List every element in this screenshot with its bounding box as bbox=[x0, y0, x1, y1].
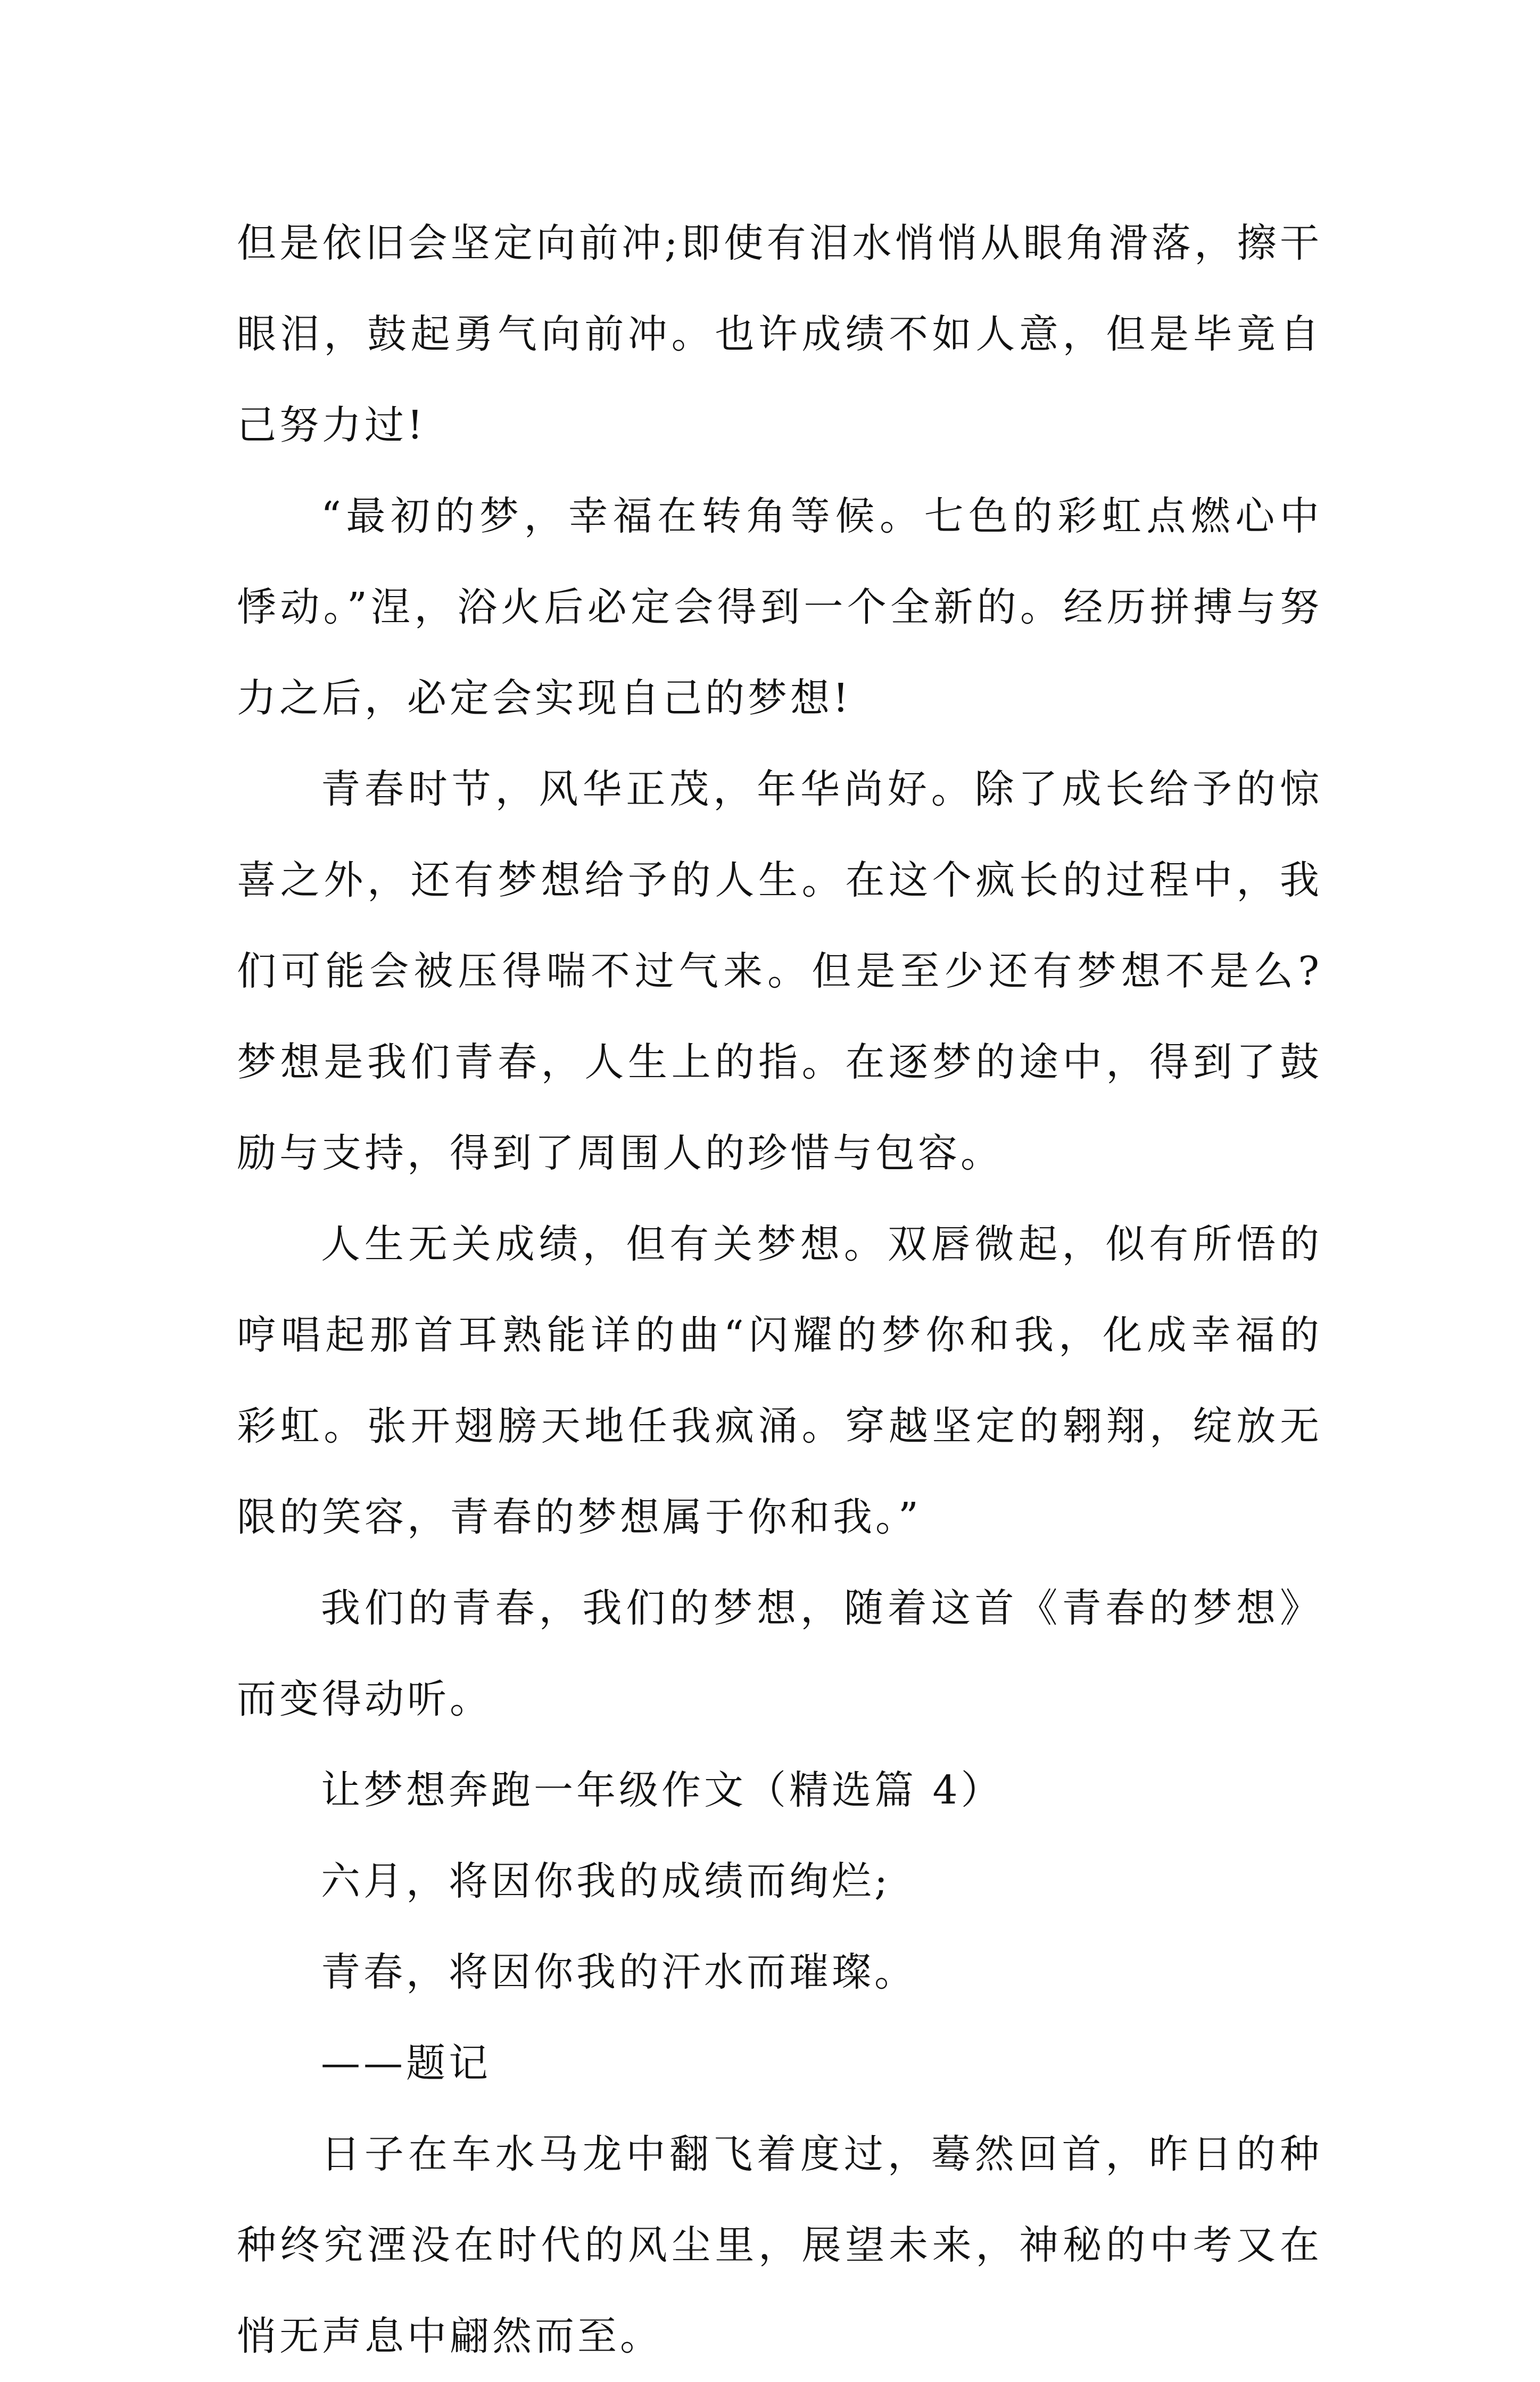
paragraph-conclusion: 我们的青春，我们的梦想，随着这首《青春的梦想》而变得动听。 bbox=[237, 1585, 1322, 1722]
document-body bbox=[237, 198, 1322, 2382]
paragraph-youth: 青春时节，风华正茂，年华尚好。除了成长给予的惊喜之外，还有梦想给予的人生。在这个疯长的过程中，我们可能会被压得喘不过气来。但是至少还有梦想不是么?梦想是我们青春，人生上的指。在逐梦的途中，得到了鼓励与支持，得到了周围人的珍惜与包容。 bbox=[237, 766, 1322, 1176]
epigraph-line-2: 青春，将因你我的汗水而璀璨。 bbox=[321, 1949, 917, 1995]
paragraph-continuation: 但是依旧会坚定向前冲;即使有泪水悄悄从眼角滑落，擦干眼泪，鼓起勇气向前冲。也许成绩不如人意，但是毕竟自己努力过! bbox=[237, 220, 1322, 448]
section-title: 让梦想奔跑一年级作文（精选篇 4） bbox=[321, 1767, 1004, 1813]
epigraph-attribution: ——题记 bbox=[321, 2040, 491, 2086]
epigraph-line-1: 六月，将因你我的成绩而绚烂; bbox=[321, 1858, 891, 1904]
paragraph-song: 人生无关成绩，但有关梦想。双唇微起，似有所悟的哼唱起那首耳熟能详的曲“闪耀的梦你和我，化成幸福的彩虹。张开翅膀天地任我疯涌。穿越坚定的翱翔，绽放无限的笑容，青春的梦想属于你和我。” bbox=[237, 1221, 1322, 1540]
paragraph-dream-quote: “最初的梦，幸福在转角等候。七色的彩虹点燃心中悸动。”涅，浴火后必定会得到一个全新的。经历拼搏与努力之后，必定会实现自己的梦想! bbox=[237, 493, 1322, 721]
paragraph-closing: 日子在车水马龙中翻飞着度过，蓦然回首，昨日的种种终究湮没在时代的风尘里，展望未来，神秘的中考又在悄无声息中翩然而至。 bbox=[237, 2131, 1322, 2359]
